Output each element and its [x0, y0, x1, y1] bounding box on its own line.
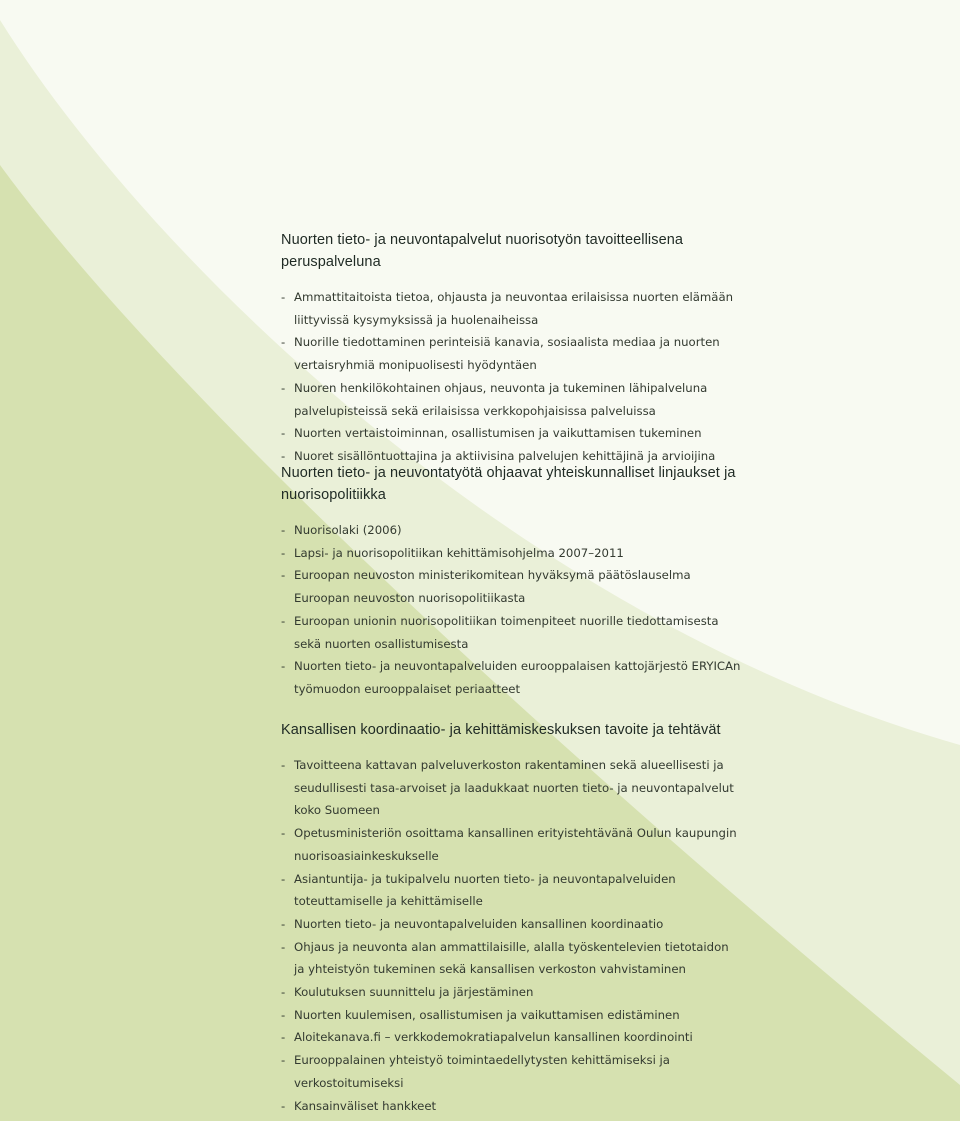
- list-item: - Lapsi- ja nuorisopolitiikan kehittämisohjelma 2007–2011: [281, 542, 741, 565]
- bullet-list: [281, 754, 741, 1117]
- list-item: - Asiantuntija- ja tukipalvelu nuorten tieto- ja neuvontapalveluiden toteuttamiselle ja kehittämiselle: [281, 868, 741, 913]
- section-linjaukset: [281, 462, 741, 701]
- list-item: - Opetusministeriön osoittama kansallinen erityistehtävänä Oulun kaupungin nuorisoasiainkeskukselle: [281, 822, 741, 867]
- list-item: - Nuorille tiedottaminen perinteisiä kanavia, sosiaalista mediaa ja nuorten vertaisryhmiä monipuolisesti hyödyntäen: [281, 331, 741, 376]
- section-heading: Nuorten tieto- ja neuvontapalvelut nuorisotyön tavoitteellisena peruspalveluna: [281, 232, 684, 270]
- list-item: - Aloitekanava.fi – verkkodemokratiapalvelun kansallinen koordinointi: [281, 1026, 741, 1049]
- section-heading: Kansallisen koordinaatio- ja kehittämiskeskuksen tavoite ja tehtävät: [281, 722, 721, 738]
- list-item: - Tavoitteena kattavan palveluverkoston rakentaminen sekä alueellisesti ja seudullisesti tasa-arvoiset ja laadukkaat nuorten tieto- ja neuvontapalvelut koko Suomeen: [281, 754, 741, 822]
- list-item: - Nuoren henkilökohtainen ohjaus, neuvonta ja tukeminen lähipalveluna palvelupisteissä sekä erilaisissa verkkopohjaisissa palveluissa: [281, 377, 741, 422]
- list-item: - Euroopan neuvoston ministerikomitean hyväksymä päätöslauselma Euroopan neuvoston nuorisopolitiikasta: [281, 564, 741, 609]
- list-item: - Koulutuksen suunnittelu ja järjestäminen: [281, 981, 741, 1004]
- list-item: - Nuoret sisällöntuottajina ja aktiivisina palvelujen kehittäjinä ja arvioijina: [281, 445, 741, 468]
- section-tavoite-ja-tehtavat: [281, 719, 741, 1117]
- list-item: - Nuorten kuulemisen, osallistumisen ja vaikuttamisen edistäminen: [281, 1004, 741, 1027]
- list-item: - Nuorten tieto- ja neuvontapalveluiden kansallinen koordinaatio: [281, 913, 741, 936]
- bullet-list: [281, 286, 741, 468]
- list-item: - Nuorten tieto- ja neuvontapalveluiden eurooppalaisen kattojärjestö ERYICAn työmuodon eurooppalaiset periaatteet: [281, 655, 741, 700]
- list-item: - Nuorisolaki (2006): [281, 519, 741, 542]
- bullet-list: [281, 519, 741, 701]
- list-item: - Ohjaus ja neuvonta alan ammattilaisille, alalla työskentelevien tietotaidon ja yhteistyön tukeminen sekä kansallisen verkoston vahvistaminen: [281, 936, 741, 981]
- list-item: - Eurooppalainen yhteistyö toimintaedellytysten kehittämiseksi ja verkostoitumiseksi: [281, 1049, 741, 1094]
- section-peruspalveluna: [281, 229, 741, 468]
- section-heading: Nuorten tieto- ja neuvontatyötä ohjaavat yhteiskunnalliset linjaukset ja nuorisopolitiikka: [281, 465, 736, 503]
- list-item: - Nuorten vertaistoiminnan, osallistumisen ja vaikuttamisen tukeminen: [281, 422, 741, 445]
- list-item: - Euroopan unionin nuorisopolitiikan toimenpiteet nuorille tiedottamisesta sekä nuorten osallistumisesta: [281, 610, 741, 655]
- list-item: - Kansainväliset hankkeet: [281, 1095, 741, 1118]
- list-item: - Ammattitaitoista tietoa, ohjausta ja neuvontaa erilaisissa nuorten elämään liittyvissä kysymyksissä ja huolenaiheissa: [281, 286, 741, 331]
